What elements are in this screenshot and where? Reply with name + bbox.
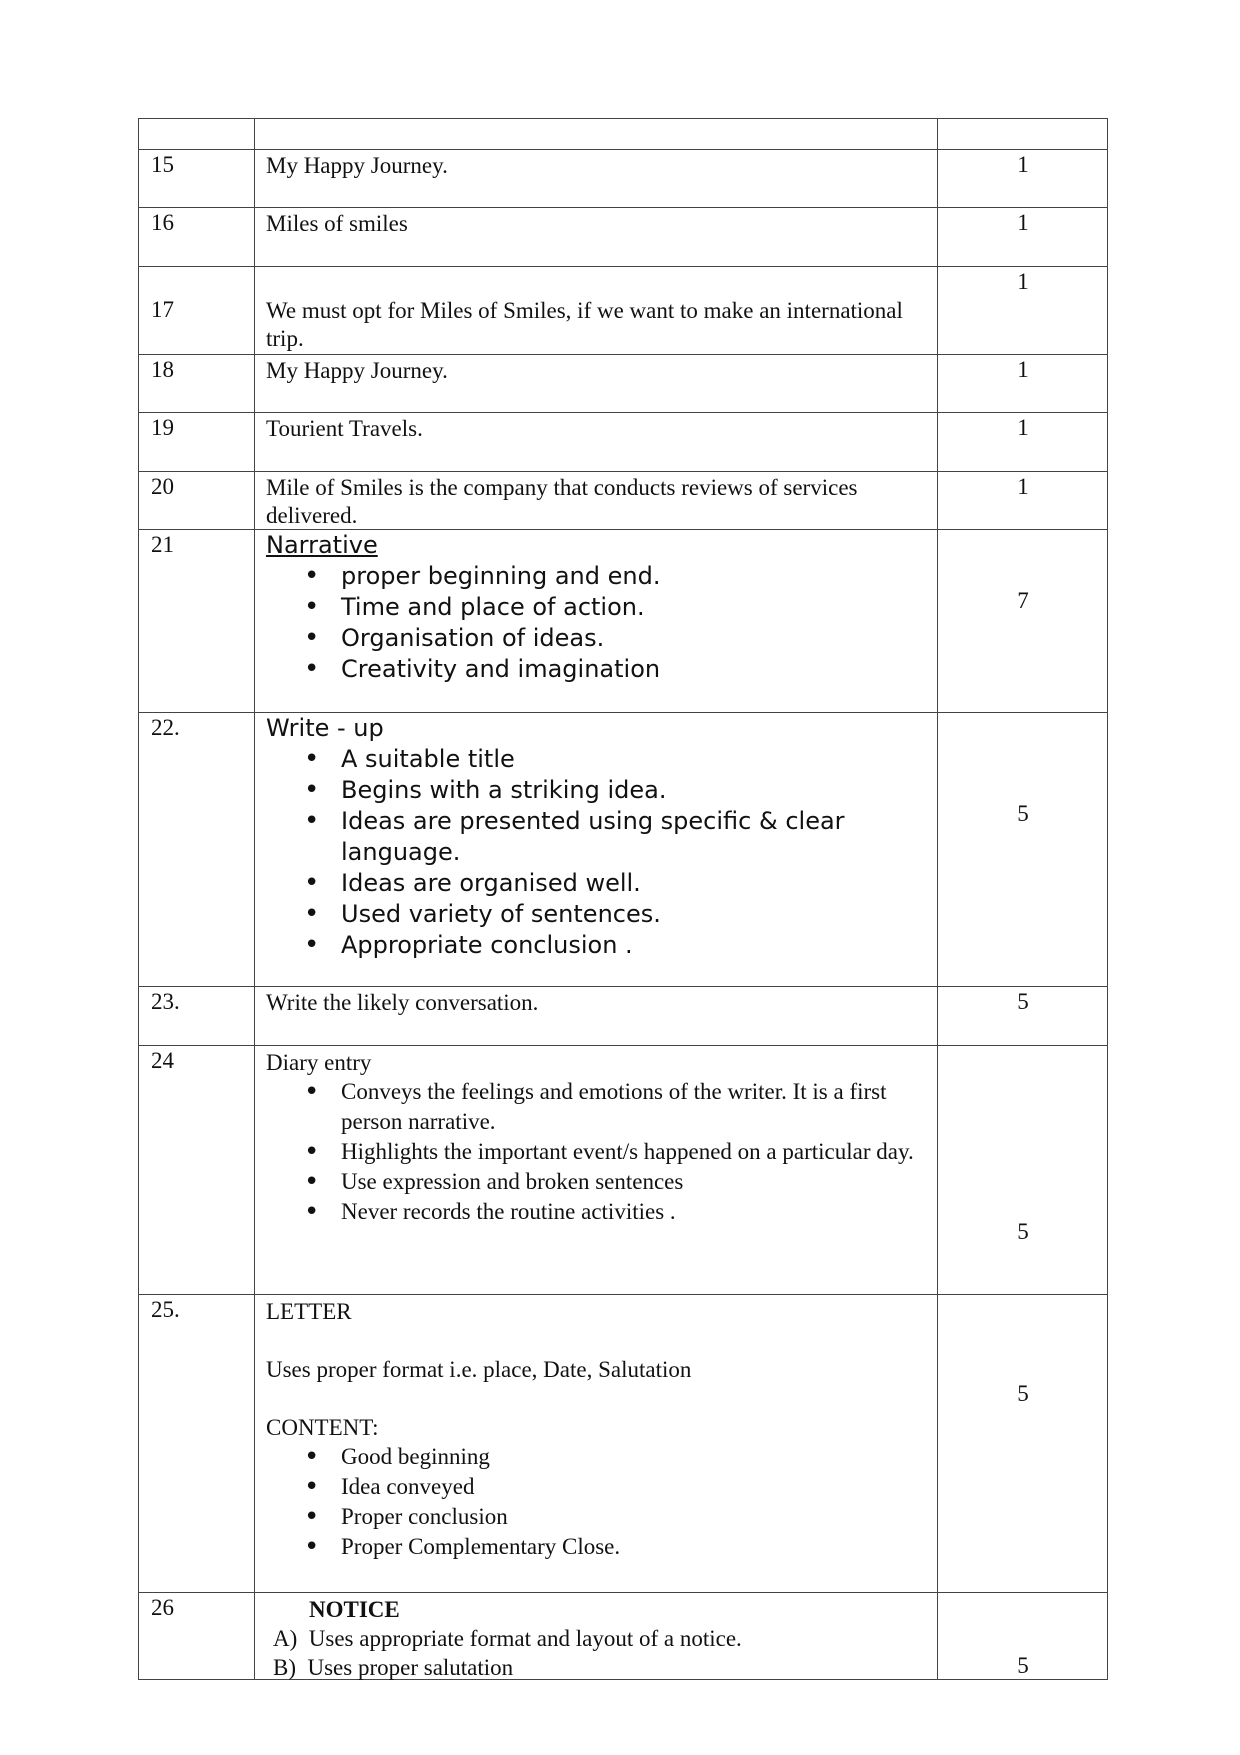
section-heading: Narrative	[266, 531, 378, 559]
answer-content	[266, 1297, 926, 1562]
list-item: • Organisation of ideas.	[266, 623, 926, 654]
format-line: Uses proper format i.e. place, Date, Salutation	[266, 1357, 692, 1382]
table-header-row	[138, 118, 1108, 149]
list-item: • proper beginning and end.	[266, 561, 926, 592]
list-item: • Proper conclusion	[266, 1502, 926, 1532]
marks: 1	[1017, 210, 1029, 235]
list-item: • Use expression and broken sentences	[266, 1167, 926, 1197]
list-item: • Highlights the important event/s happened on a particular day.	[266, 1137, 926, 1167]
bullet-list	[266, 1442, 926, 1562]
list-item: B) Uses proper salutation	[273, 1655, 514, 1680]
list-item: • Never records the routine activities .	[266, 1197, 926, 1227]
marks: 1	[1017, 152, 1029, 177]
list-item: • Appropriate conclusion .	[266, 930, 926, 961]
marks: 5	[1017, 989, 1029, 1014]
section-heading: Write - up	[266, 714, 384, 742]
marks: 5	[1017, 1219, 1029, 1244]
question-number: 17	[151, 297, 174, 322]
list-item: • Creativity and imagination	[266, 654, 926, 685]
list-item: • Ideas are presented using specific & clear language.	[266, 806, 926, 868]
section-heading: LETTER	[266, 1299, 352, 1324]
list-item: • Time and place of action.	[266, 592, 926, 623]
answer-text: Miles of smiles	[266, 211, 408, 236]
answer-content	[266, 1048, 926, 1227]
bullet-list	[266, 1077, 926, 1227]
marks: 5	[1017, 1381, 1029, 1406]
list-item: • Used variety of sentences.	[266, 899, 926, 930]
cell	[254, 119, 938, 149]
list-item: • Begins with a striking idea.	[266, 775, 926, 806]
list-item: A) Uses appropriate format and layout of a notice.	[273, 1626, 742, 1651]
marks: 1	[1017, 357, 1029, 382]
table-row	[138, 149, 1108, 207]
cell	[139, 119, 255, 149]
table-row	[138, 266, 1108, 354]
section-heading: Diary entry	[266, 1050, 372, 1075]
question-number: 20	[151, 474, 174, 499]
question-number: 18	[151, 357, 174, 382]
marks: 1	[1017, 415, 1029, 440]
answer-text: Tourient Travels.	[266, 416, 423, 441]
table-row	[138, 712, 1108, 986]
bullet-list	[266, 561, 926, 685]
table-row	[138, 207, 1108, 266]
marks: 5	[1017, 801, 1029, 826]
list-item: • Conveys the feelings and emotions of the writer. It is a first person narrative.	[266, 1077, 926, 1137]
question-number: 26	[151, 1595, 174, 1620]
marks: 1	[1017, 269, 1029, 294]
question-number: 16	[151, 210, 174, 235]
answer-content	[266, 530, 926, 685]
question-number: 23.	[151, 989, 180, 1014]
list-item: • A suitable title	[266, 744, 926, 775]
list-item: • Proper Complementary Close.	[266, 1532, 926, 1562]
answer-text: Write the likely conversation.	[266, 990, 539, 1015]
list-item: • Ideas are organised well.	[266, 868, 926, 899]
question-number: 15	[151, 152, 174, 177]
list-item: • Good beginning	[266, 1442, 926, 1472]
bullet-list	[266, 744, 926, 961]
answer-content	[266, 713, 926, 961]
table-row	[138, 1592, 1108, 1680]
question-number: 22.	[151, 715, 180, 740]
answer-text: Mile of Smiles is the company that conducts reviews of services delivered.	[266, 475, 858, 528]
question-number: 24	[151, 1048, 174, 1073]
question-number: 19	[151, 415, 174, 440]
list-item: • Idea conveyed	[266, 1472, 926, 1502]
marks: 1	[1017, 474, 1029, 499]
content-label: CONTENT:	[266, 1415, 379, 1440]
table-row	[138, 986, 1108, 1045]
answer-text: We must opt for Miles of Smiles, if we want to make an international trip.	[266, 298, 903, 351]
marks: 5	[1017, 1653, 1029, 1678]
answer-text: My Happy Journey.	[266, 358, 448, 383]
question-number: 25.	[151, 1297, 180, 1322]
table-row	[138, 529, 1108, 712]
table-row	[138, 1294, 1108, 1592]
table-row	[138, 412, 1108, 471]
section-heading: NOTICE	[309, 1597, 400, 1622]
marks: 7	[1017, 588, 1029, 613]
table-row	[138, 471, 1108, 529]
answer-content	[269, 1595, 929, 1682]
question-number: 21	[151, 532, 174, 557]
table-row	[138, 354, 1108, 412]
table-row	[138, 1045, 1108, 1294]
answer-text: My Happy Journey.	[266, 153, 448, 178]
